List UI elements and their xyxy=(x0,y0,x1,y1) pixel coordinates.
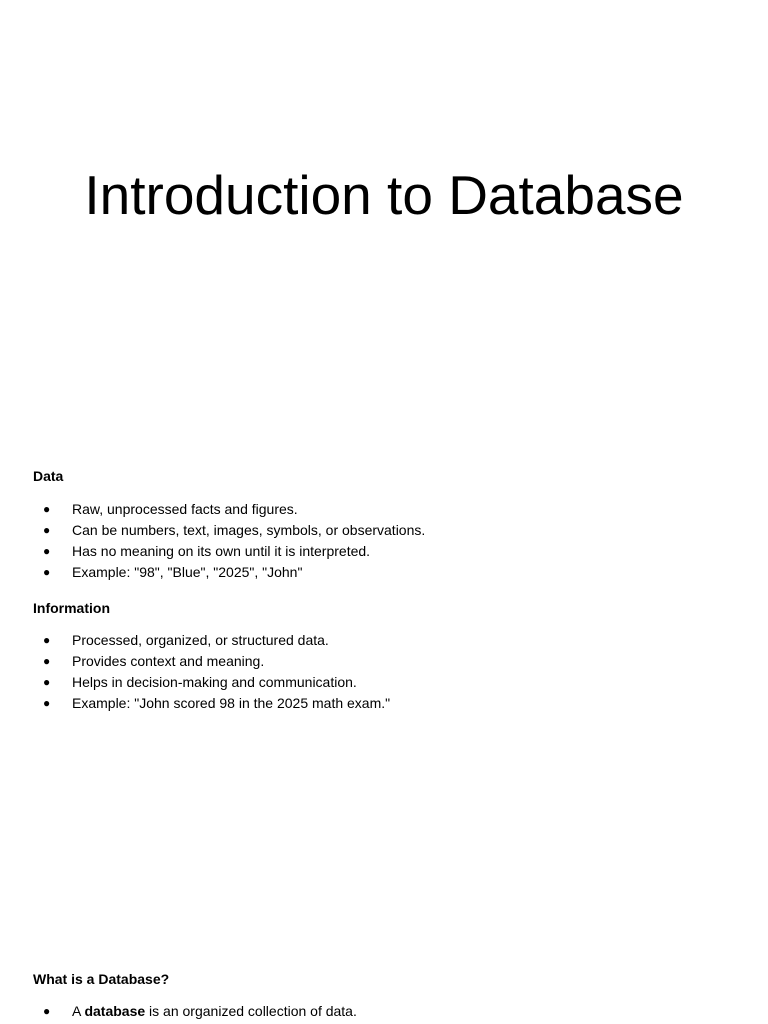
list-item-text xyxy=(72,1003,357,1019)
list-item xyxy=(33,693,733,714)
bullet-icon: ● xyxy=(43,502,51,516)
section-heading-data: Data xyxy=(33,468,64,484)
bullet-icon: ● xyxy=(43,696,51,710)
list-item-text: Processed, organized, or structured data. xyxy=(72,632,329,648)
bullet-icon: ● xyxy=(43,544,51,558)
list-item-text: Example: "98", "Blue", "2025", "John" xyxy=(72,564,303,580)
list-item-text-suffix: is an organized collection of data. xyxy=(145,1003,357,1019)
list-item xyxy=(33,520,733,541)
list-item xyxy=(33,499,733,520)
bullet-icon: ● xyxy=(43,675,51,689)
list-item-text: Example: "John scored 98 in the 2025 math exam." xyxy=(72,695,391,711)
bullet-icon: ● xyxy=(43,1004,51,1018)
list-item-text: Helps in decision-making and communication. xyxy=(72,674,357,690)
list-item-text: Can be numbers, text, images, symbols, or observations. xyxy=(72,522,426,538)
list-item xyxy=(33,630,733,651)
list-item xyxy=(33,562,733,583)
bullet-icon: ● xyxy=(43,633,51,647)
list-item-text: Raw, unprocessed facts and figures. xyxy=(72,501,298,517)
list-item-text: Has no meaning on its own until it is interpreted. xyxy=(72,543,371,559)
data-bullet-list xyxy=(33,499,733,583)
document-title: Introduction to Database xyxy=(84,164,684,226)
list-item xyxy=(33,651,733,672)
information-bullet-list xyxy=(33,630,733,714)
bullet-icon: ● xyxy=(43,565,51,579)
bullet-icon: ● xyxy=(43,523,51,537)
section-heading-information: Information xyxy=(33,600,110,616)
bullet-icon: ● xyxy=(43,654,51,668)
bold-term-database: database xyxy=(84,1003,146,1019)
list-item xyxy=(33,1001,733,1022)
list-item xyxy=(33,541,733,562)
list-item xyxy=(33,672,733,693)
database-bullet-list xyxy=(33,1001,733,1022)
section-heading-database: What is a Database? xyxy=(33,971,170,987)
list-item-text: Provides context and meaning. xyxy=(72,653,265,669)
list-item-text-prefix: A xyxy=(72,1003,85,1019)
